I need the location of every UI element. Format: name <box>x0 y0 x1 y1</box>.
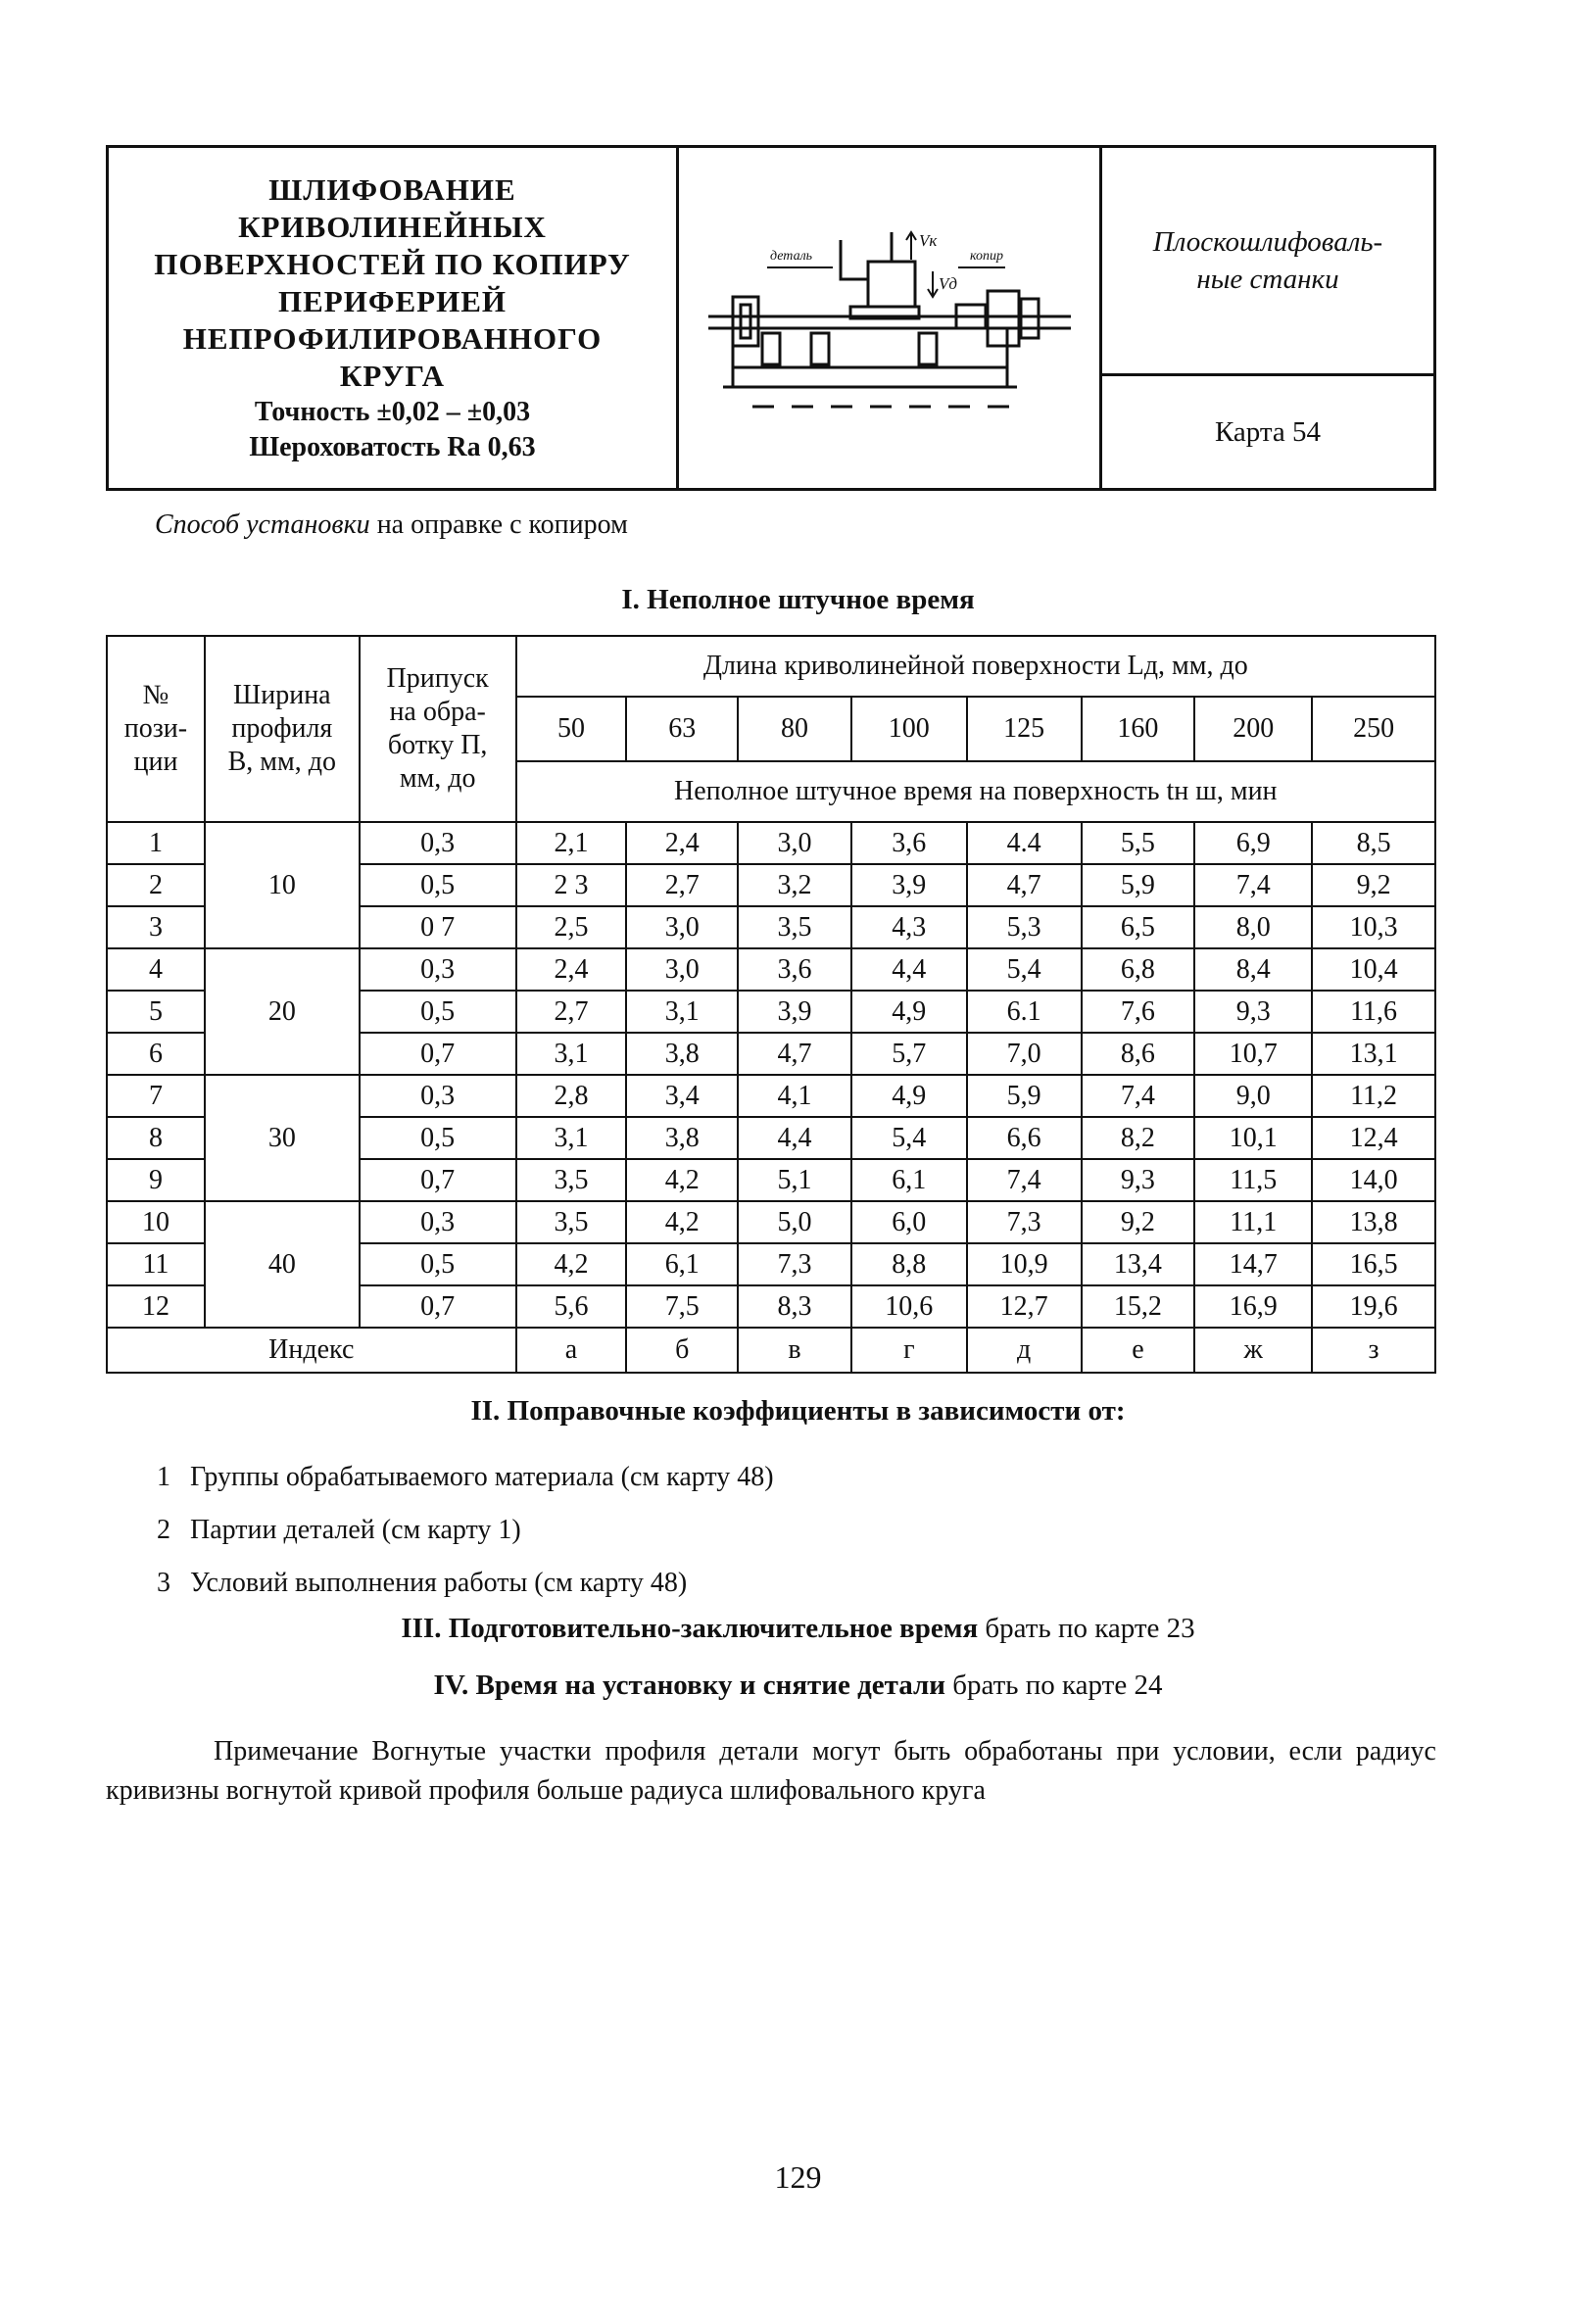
allowance-cell: 0,3 <box>360 1201 516 1243</box>
time-value-cell: 3,2 <box>738 864 851 906</box>
length-header-cell: 80 <box>738 697 851 761</box>
time-value-cell: 5,5 <box>1082 822 1195 864</box>
time-value-cell: 4,7 <box>967 864 1082 906</box>
time-value-cell: 5,4 <box>851 1117 967 1159</box>
list-number: 3 <box>157 1568 170 1598</box>
machine-type <box>1102 148 1433 376</box>
time-value-cell: 4,9 <box>851 1075 967 1117</box>
time-value-cell: 2,5 <box>516 906 627 948</box>
section-1-title: I. Неполное штучное время <box>621 584 975 615</box>
position-cell: 8 <box>107 1117 205 1159</box>
list-number: 2 <box>157 1515 170 1545</box>
header-card <box>106 145 1436 491</box>
time-value-cell: 3,9 <box>738 991 851 1033</box>
table-row <box>107 948 1435 991</box>
page-number: 129 <box>774 2159 822 2195</box>
time-value-cell: 3,1 <box>516 1117 627 1159</box>
index-cell: б <box>626 1328 738 1373</box>
title-line: НЕПРОФИЛИРОВАННОГО <box>182 320 603 356</box>
time-value-cell: 9,0 <box>1194 1075 1312 1117</box>
position-cell: 3 <box>107 906 205 948</box>
col-header-profile-width <box>205 636 360 822</box>
time-value-cell: 2,7 <box>516 991 627 1033</box>
machine-line-1: Плоскошлифоваль- <box>1152 226 1383 258</box>
title-line: ШЛИФОВАНИЕ <box>268 171 516 207</box>
sketch-label-copier: копир <box>969 248 1003 264</box>
section-3-rest: брать по карте 23 <box>978 1613 1195 1644</box>
time-value-cell: 2 3 <box>516 864 627 906</box>
setup-value: на оправке с копиром <box>376 509 628 540</box>
time-value-cell: 7,6 <box>1082 991 1195 1033</box>
time-value-cell: 3,5 <box>738 906 851 948</box>
time-value-cell: 6,1 <box>626 1243 738 1285</box>
index-label: Индекс <box>107 1328 516 1373</box>
time-header: Неполное штучное время на поверхность tн ш, мин <box>516 761 1435 822</box>
section-3-line <box>0 1613 1596 1645</box>
time-value-cell: 8,5 <box>1312 822 1435 864</box>
length-header-cell: 125 <box>967 697 1082 761</box>
allowance-cell: 0,5 <box>360 864 516 906</box>
allowance-cell: 0,5 <box>360 1117 516 1159</box>
time-value-cell: 10,1 <box>1194 1117 1312 1159</box>
length-header: Длина криволинейной поверхности Lд, мм, до <box>516 636 1435 697</box>
col-header-position <box>107 636 205 822</box>
allowance-cell: 0,3 <box>360 1075 516 1117</box>
time-value-cell: 3,6 <box>738 948 851 991</box>
time-value-cell: 6.1 <box>967 991 1082 1033</box>
sketch-label-vk: Vк <box>918 230 937 250</box>
time-value-cell: 10,7 <box>1194 1033 1312 1075</box>
length-header-cell: 100 <box>851 697 967 761</box>
time-value-cell: 2,8 <box>516 1075 627 1117</box>
time-value-cell: 4,2 <box>626 1159 738 1201</box>
position-cell: 4 <box>107 948 205 991</box>
time-value-cell: 4,2 <box>516 1243 627 1285</box>
sketch-label-vd: Vд <box>938 273 957 293</box>
time-value-cell: 8,0 <box>1194 906 1312 948</box>
position-cell: 12 <box>107 1285 205 1328</box>
time-value-cell: 7,3 <box>738 1243 851 1285</box>
list-text: Группы обрабатываемого материала (см карту 48) <box>190 1462 774 1492</box>
time-value-cell: 5,0 <box>738 1201 851 1243</box>
allowance-cell: 0,5 <box>360 991 516 1033</box>
time-value-cell: 6,0 <box>851 1201 967 1243</box>
allowance-cell: 0,5 <box>360 1243 516 1285</box>
allowance-cell: 0,7 <box>360 1285 516 1328</box>
time-value-cell: 10,4 <box>1312 948 1435 991</box>
time-value-cell: 9,2 <box>1312 864 1435 906</box>
time-value-cell: 8,2 <box>1082 1117 1195 1159</box>
position-cell: 6 <box>107 1033 205 1075</box>
table-row <box>107 822 1435 864</box>
time-value-cell: 10,6 <box>851 1285 967 1328</box>
header-text: ции <box>133 747 178 777</box>
correction-list <box>157 1460 774 1619</box>
time-value-cell: 11,5 <box>1194 1159 1312 1201</box>
profile-width-cell: 10 <box>205 822 360 948</box>
time-value-cell: 5,7 <box>851 1033 967 1075</box>
position-cell: 9 <box>107 1159 205 1201</box>
time-value-cell: 5,4 <box>967 948 1082 991</box>
index-cell: з <box>1312 1328 1435 1373</box>
time-value-cell: 6,5 <box>1082 906 1195 948</box>
time-value-cell: 7,4 <box>1082 1075 1195 1117</box>
list-text: Партии деталей (см карту 1) <box>190 1515 521 1545</box>
setup-label: Способ установки <box>155 509 370 540</box>
time-value-cell: 2,7 <box>626 864 738 906</box>
allowance-cell: 0,3 <box>360 822 516 864</box>
header-text: № <box>142 680 169 710</box>
time-value-cell: 2,1 <box>516 822 627 864</box>
time-value-cell: 11,6 <box>1312 991 1435 1033</box>
title-line: КРИВОЛИНЕЙНЫХ <box>238 209 547 244</box>
length-header-cell: 50 <box>516 697 627 761</box>
index-cell: ж <box>1194 1328 1312 1373</box>
time-value-cell: 4,1 <box>738 1075 851 1117</box>
time-value-cell: 11,2 <box>1312 1075 1435 1117</box>
time-value-cell: 3,5 <box>516 1159 627 1201</box>
index-cell: г <box>851 1328 967 1373</box>
time-value-cell: 6,6 <box>967 1117 1082 1159</box>
col-header-allowance <box>360 636 516 822</box>
time-value-cell: 13,4 <box>1082 1243 1195 1285</box>
time-value-cell: 16,5 <box>1312 1243 1435 1285</box>
time-value-cell: 2,4 <box>626 822 738 864</box>
time-value-cell: 4,4 <box>738 1117 851 1159</box>
time-value-cell: 3,8 <box>626 1033 738 1075</box>
time-value-cell: 8,4 <box>1194 948 1312 991</box>
machining-sketch <box>679 148 1102 488</box>
time-value-cell: 4,7 <box>738 1033 851 1075</box>
time-value-cell: 5,9 <box>1082 864 1195 906</box>
time-value-cell: 3,9 <box>851 864 967 906</box>
time-value-cell: 7,5 <box>626 1285 738 1328</box>
time-value-cell: 5,6 <box>516 1285 627 1328</box>
index-cell: а <box>516 1328 627 1373</box>
header-text: Ширина <box>232 680 331 710</box>
time-value-cell: 7,4 <box>1194 864 1312 906</box>
time-value-cell: 3,0 <box>626 906 738 948</box>
time-value-cell: 12,4 <box>1312 1117 1435 1159</box>
sketch-label-detail: деталь <box>769 248 812 264</box>
time-value-cell: 4,3 <box>851 906 967 948</box>
position-cell: 1 <box>107 822 205 864</box>
index-row <box>107 1328 1435 1373</box>
title-line: ПОВЕРХНОСТЕЙ ПО КОПИРУ <box>154 246 631 281</box>
time-value-cell: 9,3 <box>1082 1159 1195 1201</box>
time-value-cell: 8,3 <box>738 1285 851 1328</box>
position-cell: 7 <box>107 1075 205 1117</box>
list-item <box>157 1460 774 1513</box>
time-value-cell: 3,1 <box>516 1033 627 1075</box>
header-text: Припуск <box>386 663 489 694</box>
time-value-cell: 3,0 <box>738 822 851 864</box>
section-3-title: III. Подготовительно-заключительное время <box>401 1613 979 1644</box>
time-value-cell: 8,8 <box>851 1243 967 1285</box>
time-value-cell: 15,2 <box>1082 1285 1195 1328</box>
header-text: мм, до <box>399 763 476 794</box>
allowance-cell: 0 7 <box>360 906 516 948</box>
time-value-cell: 4.4 <box>967 822 1082 864</box>
time-value-cell: 4,9 <box>851 991 967 1033</box>
header-text: профиля <box>231 713 333 744</box>
allowance-cell: 0,7 <box>360 1159 516 1201</box>
time-value-cell: 3,1 <box>626 991 738 1033</box>
time-value-cell: 7,4 <box>967 1159 1082 1201</box>
header-text: пози- <box>123 713 188 744</box>
title-line: КРУГА <box>339 358 446 393</box>
time-value-cell: 4,2 <box>626 1201 738 1243</box>
list-item <box>157 1566 774 1619</box>
time-value-cell: 10,3 <box>1312 906 1435 948</box>
section-2-title: II. Поправочные коэффициенты в зависимости от: <box>470 1395 1126 1427</box>
time-value-cell: 13,8 <box>1312 1201 1435 1243</box>
time-value-cell: 7,0 <box>967 1033 1082 1075</box>
machine-line-2: ные станки <box>1196 264 1339 295</box>
time-value-cell: 3,0 <box>626 948 738 991</box>
time-value-cell: 14,0 <box>1312 1159 1435 1201</box>
header-text: ботку П, <box>387 730 488 760</box>
length-header-cell: 160 <box>1082 697 1195 761</box>
position-cell: 10 <box>107 1201 205 1243</box>
time-value-cell: 5,1 <box>738 1159 851 1201</box>
time-value-cell: 11,1 <box>1194 1201 1312 1243</box>
time-value-cell: 9,2 <box>1082 1201 1195 1243</box>
title-line: ПЕРИФЕРИЕЙ <box>278 283 507 318</box>
length-header-cell: 200 <box>1194 697 1312 761</box>
time-value-cell: 8,6 <box>1082 1033 1195 1075</box>
time-value-cell: 9,3 <box>1194 991 1312 1033</box>
time-value-cell: 13,1 <box>1312 1033 1435 1075</box>
time-value-cell: 7,3 <box>967 1201 1082 1243</box>
time-value-cell: 4,4 <box>851 948 967 991</box>
list-item <box>157 1513 774 1566</box>
index-cell: в <box>738 1328 851 1373</box>
time-value-cell: 3,6 <box>851 822 967 864</box>
time-value-cell: 5,3 <box>967 906 1082 948</box>
setup-method <box>155 509 628 541</box>
time-value-cell: 19,6 <box>1312 1285 1435 1328</box>
time-value-cell: 14,7 <box>1194 1243 1312 1285</box>
list-text: Условий выполнения работы (см карту 48) <box>190 1568 688 1598</box>
note-paragraph: Примечание Вогнутые участки профиля детали могут быть обработаны при условии, если радиус кривизны вогнутой кривой профиля больше радиуса шлифовального круга <box>106 1736 1436 1806</box>
header-right-column <box>1102 148 1433 488</box>
allowance-cell: 0,7 <box>360 1033 516 1075</box>
list-number: 1 <box>157 1462 170 1492</box>
time-value-cell: 3,5 <box>516 1201 627 1243</box>
section-4-title: IV. Время на установку и снятие детали <box>433 1670 945 1701</box>
time-value-cell: 5,9 <box>967 1075 1082 1117</box>
roughness-line: Шероховатость Ra 0,63 <box>249 431 536 462</box>
accuracy-line: Точность ±0,02 – ±0,03 <box>254 396 531 427</box>
time-value-cell: 10,9 <box>967 1243 1082 1285</box>
time-value-cell: 6,8 <box>1082 948 1195 991</box>
table-row <box>107 1075 1435 1117</box>
length-header-cell: 63 <box>626 697 738 761</box>
time-value-cell: 12,7 <box>967 1285 1082 1328</box>
header-text: В, мм, до <box>227 747 336 777</box>
card-number: Карта 54 <box>1214 415 1322 448</box>
position-cell: 2 <box>107 864 205 906</box>
position-cell: 5 <box>107 991 205 1033</box>
time-value-cell: 3,8 <box>626 1117 738 1159</box>
index-cell: е <box>1082 1328 1195 1373</box>
section-4-line <box>0 1670 1596 1702</box>
time-value-cell: 16,9 <box>1194 1285 1312 1328</box>
time-value-cell: 2,4 <box>516 948 627 991</box>
time-value-cell: 6,1 <box>851 1159 967 1201</box>
allowance-cell: 0,3 <box>360 948 516 991</box>
grinding-scheme-drawing <box>694 211 1086 426</box>
length-header-cell: 250 <box>1312 697 1435 761</box>
time-value-cell: 6,9 <box>1194 822 1312 864</box>
index-cell: д <box>967 1328 1082 1373</box>
profile-width-cell: 30 <box>205 1075 360 1201</box>
table-row <box>107 1201 1435 1243</box>
profile-width-cell: 40 <box>205 1201 360 1328</box>
time-table <box>106 635 1436 1374</box>
position-cell: 11 <box>107 1243 205 1285</box>
operation-title-block <box>109 148 679 488</box>
time-value-cell: 3,4 <box>626 1075 738 1117</box>
profile-width-cell: 20 <box>205 948 360 1075</box>
section-4-rest: брать по карте 24 <box>944 1670 1163 1701</box>
header-text: на обра- <box>389 697 486 727</box>
